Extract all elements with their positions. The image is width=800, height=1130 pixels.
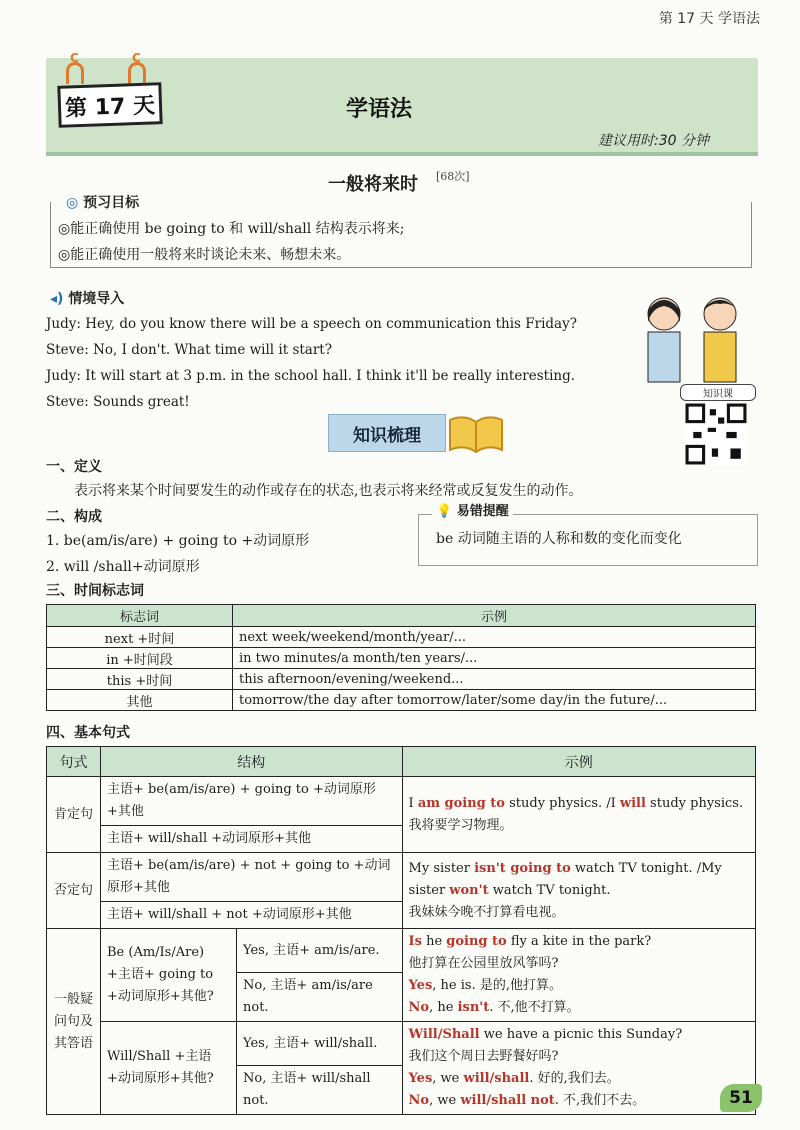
column-header: 示例 <box>402 747 755 777</box>
section-heading: 一、定义 <box>46 459 102 475</box>
structure-cell: 主语+ be(am/is/are) + not + going to +动词原形+其他 <box>101 853 403 902</box>
table-row <box>47 690 756 711</box>
example-cell: I am going to study physics. /I will study physics. 我将要学习物理。 <box>402 777 755 853</box>
day-label: 第 17 天 <box>57 82 162 128</box>
book-icon <box>446 412 506 454</box>
table-row <box>47 648 756 669</box>
dialogue-line: Steve: Sounds great! <box>46 394 190 410</box>
example-cell: Will/Shall we have a picnic this Sunday? 我们这个周日去野餐好吗? Yes, we will/shall. 好的,我们去。 No, we will/shall not. 不,我们不去。 <box>402 1022 755 1115</box>
structure-cell: Be (Am/Is/Are) +主语+ going to +动词原形+其他? <box>101 929 237 1022</box>
sentence-pattern-table <box>46 746 756 1115</box>
answer-cell: Yes, 主语+ will/shall. <box>237 1022 403 1066</box>
answer-cell: No, 主语+ am/is/are not. <box>237 973 403 1022</box>
structure-cell: Will/Shall +主语+动词原形+其他? <box>101 1022 237 1115</box>
pattern-label: 否定句 <box>47 853 101 929</box>
scene-label: ◂) 情境导入 <box>50 291 125 307</box>
column-header: 示例 <box>233 605 756 627</box>
example-cell: in two minutes/a month/ten years/... <box>233 648 756 669</box>
marker-cell: this +时间 <box>47 669 233 690</box>
table-row <box>47 627 756 648</box>
table-row <box>47 1022 756 1066</box>
dialogue-line: Judy: Hey, do you know there will be a speech on communication this Friday? <box>46 316 577 332</box>
page-number: 51 <box>720 1084 762 1112</box>
binder-ring: C <box>128 62 146 84</box>
table-row <box>47 929 756 973</box>
structure-item: 2. will /shall+动词原形 <box>46 559 200 575</box>
example-cell: Is he going to fly a kite in the park? 他打算在公园里放风筝吗? Yes, he is. 是的,他打算。 No, he isn't. 不,他不打算。 <box>402 929 755 1022</box>
goals-label: ◎ 预习目标 <box>62 192 143 212</box>
example-cell: tomorrow/the day after tomorrow/later/some day/in the future/... <box>233 690 756 711</box>
knowledge-summary-label: 知识梳理 <box>328 414 446 452</box>
structure-cell: 主语+ will/shall + not +动词原形+其他 <box>101 902 403 929</box>
section-heading: 二、构成 <box>46 509 102 525</box>
goal-item: ◎能正确使用 be going to 和 will/shall 结构表示将来; <box>58 221 405 237</box>
qr-icon <box>680 403 752 465</box>
pattern-label: 一般疑问句及其答语 <box>47 929 101 1115</box>
suggested-time: 建议用时:30 分钟 <box>598 133 709 149</box>
section-heading: 四、基本句式 <box>46 725 130 741</box>
time-marker-table <box>46 604 756 711</box>
lightbulb-icon: 💡 <box>436 504 453 519</box>
tip-label: 💡 易错提醒 <box>432 500 513 519</box>
qr-code[interactable] <box>680 384 756 464</box>
target-icon: ◎ <box>66 195 79 211</box>
goal-item: ◎能正确使用一般将来时谈论未来、畅想未来。 <box>58 247 351 263</box>
table-row <box>47 777 756 826</box>
marker-cell: 其他 <box>47 690 233 711</box>
sound-icon: ◂) <box>50 291 64 307</box>
qr-label: 知识课 <box>680 384 756 401</box>
column-header: 标志词 <box>47 605 233 627</box>
frequency-badge: [68次] <box>436 170 470 183</box>
dialogue-line: Steve: No, I don't. What time will it start? <box>46 342 332 358</box>
example-cell: this afternoon/evening/weekend... <box>233 669 756 690</box>
column-header: 句式 <box>47 747 101 777</box>
example-cell: My sister isn't going to watch TV tonight. /My sister won't watch TV tonight. 我妹妹今晚不打算看电视。 <box>402 853 755 929</box>
running-header: 第 17 天 学语法 <box>658 11 760 27</box>
structure-cell: 主语+ will/shall +动词原形+其他 <box>101 826 403 853</box>
banner-band <box>46 152 758 156</box>
students-illustration <box>632 288 752 388</box>
structure-cell: 主语+ be(am/is/are) + going to +动词原形+其他 <box>101 777 403 826</box>
answer-cell: No, 主语+ will/shall not. <box>237 1066 403 1115</box>
banner-title: 学语法 <box>346 97 413 122</box>
pattern-label: 肯定句 <box>47 777 101 853</box>
marker-cell: in +时间段 <box>47 648 233 669</box>
table-row <box>47 853 756 902</box>
tip-text: be 动词随主语的人称和数的变化而变化 <box>436 531 682 547</box>
example-cell: next week/weekend/month/year/... <box>233 627 756 648</box>
answer-cell: Yes, 主语+ am/is/are. <box>237 929 403 973</box>
structure-item: 1. be(am/is/are) + going to +动词原形 <box>46 533 310 549</box>
topic-title: 一般将来时 <box>328 174 418 195</box>
table-row <box>47 669 756 690</box>
marker-cell: next +时间 <box>47 627 233 648</box>
definition-text: 表示将来某个时间要发生的动作或存在的状态,也表示将来经常或反复发生的动作。 <box>74 483 583 499</box>
binder-ring: C <box>66 62 84 84</box>
dialogue-line: Judy: It will start at 3 p.m. in the school hall. I think it'll be really interesting. <box>46 368 576 384</box>
column-header: 结构 <box>101 747 403 777</box>
section-heading: 三、时间标志词 <box>46 583 144 599</box>
